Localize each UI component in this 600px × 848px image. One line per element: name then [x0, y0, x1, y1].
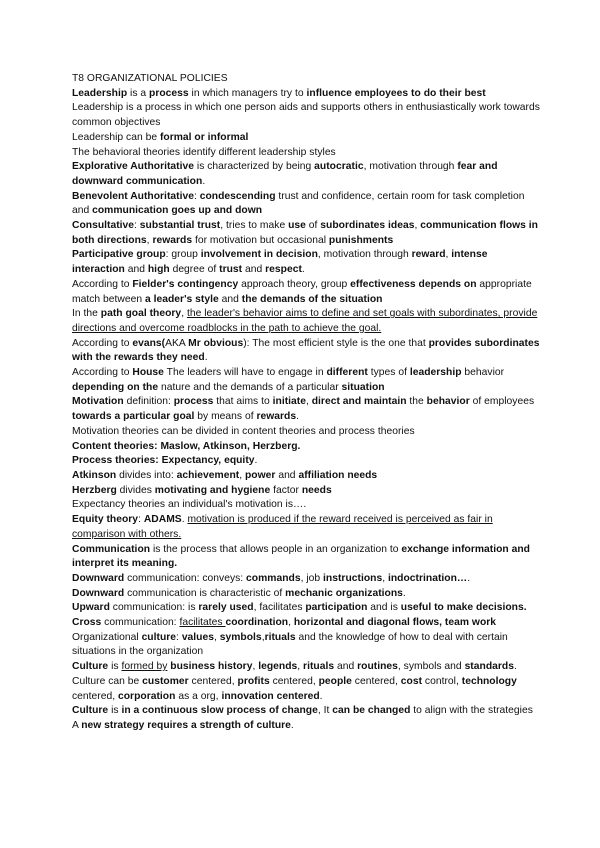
- paragraph: [72, 395, 542, 424]
- text-run: .: [204, 352, 208, 364]
- text-run: as a org,: [175, 690, 222, 702]
- text-run: centered,: [188, 675, 238, 687]
- text-run: , job: [300, 572, 324, 584]
- text-run: Expectancy theories an individual's motivation is….: [72, 499, 307, 511]
- text-run: appropriate match between: [72, 278, 532, 305]
- text-run: communication: is: [109, 602, 199, 614]
- text-run: , facilitates: [253, 602, 306, 614]
- bold-text: Content theories: Maslow, Atkinson, Herzberg.: [72, 440, 301, 452]
- text-run: ,: [252, 661, 259, 673]
- bold-text: rituals: [264, 631, 296, 643]
- text-run: Culture can be: [72, 675, 143, 687]
- paragraph: [72, 498, 542, 513]
- bold-text: coordination: [225, 617, 289, 629]
- paragraph: [72, 219, 542, 248]
- paragraph: [72, 440, 542, 455]
- bold-text: ADAMS: [143, 514, 182, 526]
- text-run: Motivation theories can be divided in content theories and process theories: [72, 425, 415, 437]
- text-run: Leadership is a process in which one person aids and supports others in enthusiastically work towards common objectives: [72, 102, 540, 129]
- text-run: is characterized by being: [194, 161, 315, 173]
- bold-text: standards: [464, 661, 514, 673]
- text-run: trust and confidence, certain room for task completion and: [72, 190, 525, 217]
- bold-text: symbols: [219, 631, 262, 643]
- text-run: ,: [445, 249, 452, 261]
- text-run: and the knowledge of how to deal with certain situations in the organization: [72, 631, 508, 658]
- bold-text: Benevolent Authoritative: [72, 190, 194, 202]
- text-run: :: [176, 631, 182, 643]
- paragraph: [72, 469, 542, 484]
- bold-text: process: [149, 87, 189, 99]
- bold-text: Culture: [72, 661, 109, 673]
- text-run: divides into:: [116, 469, 177, 481]
- paragraph: [72, 660, 542, 675]
- text-run: Leadership can be: [72, 131, 160, 143]
- bold-text: useful to make decisions.: [400, 602, 527, 614]
- text-run: , It: [317, 705, 333, 717]
- bold-text: substantial trust: [139, 220, 221, 232]
- text-run: .: [402, 587, 406, 599]
- text-run: degree of: [169, 264, 220, 276]
- paragraph: [72, 704, 542, 719]
- bold-text: Downward: [72, 587, 125, 599]
- underlined-text: the leader's behavior aims to define and set goals with subordinates, provide directions and overcome roadblocks in the path to achieve the goal.: [72, 308, 538, 334]
- underlined-text: facilitates: [179, 617, 226, 629]
- bold-text: rarely used: [198, 602, 254, 614]
- text-run: , motivation through: [363, 161, 458, 173]
- document-body: [72, 87, 542, 734]
- document-title: T8 ORGANIZATIONAL POLICIES: [72, 73, 228, 84]
- bold-text: mechanic organizations: [285, 587, 403, 599]
- text-run: .: [301, 264, 305, 276]
- paragraph: [72, 101, 542, 130]
- text-run: and is: [367, 602, 401, 614]
- text-run: behavior: [461, 367, 505, 379]
- text-run: According to: [72, 278, 133, 290]
- paragraph: [72, 160, 542, 189]
- bold-text: Motivation: [72, 396, 124, 408]
- bold-text: motivating and hygiene: [154, 484, 271, 496]
- bold-text: behavior: [426, 396, 470, 408]
- document-page: [72, 72, 542, 734]
- text-run: in which managers try to: [188, 87, 307, 99]
- bold-text: autocratic: [314, 161, 364, 173]
- text-run: .: [296, 411, 299, 423]
- underlined-text: formed by: [121, 661, 168, 673]
- paragraph: [72, 719, 542, 734]
- bold-text: routines: [357, 661, 398, 673]
- bold-text: values: [181, 631, 214, 643]
- text-run: ,: [214, 631, 220, 643]
- text-run: .: [319, 690, 323, 702]
- bold-text: towards a particular goal: [72, 411, 195, 423]
- bold-text: corporation: [118, 690, 176, 702]
- paragraph: [72, 337, 542, 366]
- bold-text: instructions: [323, 572, 383, 584]
- bold-text: Explorative Authoritative: [72, 161, 194, 173]
- text-run: is: [108, 705, 122, 717]
- bold-text: Participative group: [72, 249, 166, 261]
- paragraph: [72, 307, 542, 336]
- bold-text: reward: [411, 249, 446, 261]
- text-run: to align with the strategies: [410, 705, 533, 717]
- bold-text: high: [147, 264, 170, 276]
- text-run: and: [218, 293, 242, 305]
- bold-text: can be changed: [332, 705, 411, 717]
- bold-text: Leadership: [72, 87, 128, 99]
- text-run: is a: [127, 87, 150, 99]
- paragraph: [72, 190, 542, 219]
- bold-text: new strategy requires a strength of culture: [81, 719, 291, 731]
- underlined-text: motivation is produced if the reward received is perceived as fair in comparison with others.: [72, 514, 493, 540]
- bold-text: path goal theory: [100, 308, 182, 320]
- text-run: of employees: [469, 396, 535, 408]
- bold-text: rewards: [152, 234, 193, 246]
- text-run: factor: [270, 484, 302, 496]
- bold-text: power: [245, 469, 276, 481]
- text-run: communication is characteristic of: [124, 587, 286, 599]
- bold-text: different: [326, 367, 368, 379]
- text-run: :: [134, 220, 140, 232]
- text-run: .: [202, 175, 206, 187]
- text-run: ,: [181, 308, 187, 320]
- bold-text: Equity theory: [72, 514, 139, 526]
- bold-text: legends: [258, 661, 298, 673]
- paragraph: [72, 631, 542, 660]
- bold-text: leadership: [409, 367, 462, 379]
- text-run: and: [334, 661, 358, 673]
- paragraph: [72, 366, 542, 395]
- bold-text: initiate: [272, 396, 306, 408]
- bold-text: customer: [142, 675, 189, 687]
- bold-text: involvement in decision: [200, 249, 318, 261]
- text-run: Organizational: [72, 631, 142, 643]
- bold-text: fear and downward communication: [72, 161, 498, 187]
- text-run: ,: [261, 631, 265, 643]
- bold-text: subordinates ideas: [320, 220, 415, 232]
- paragraph: [72, 131, 542, 146]
- bold-text: in a continuous slow process of change: [121, 705, 318, 717]
- text-run: : group: [165, 249, 201, 261]
- bold-text: cost: [400, 675, 423, 687]
- bold-text: Communication: [72, 543, 151, 555]
- paragraph: [72, 587, 542, 602]
- text-run: is: [108, 661, 122, 673]
- paragraph: [72, 572, 542, 587]
- text-run: AKA: [165, 337, 189, 349]
- bold-text: formal or informal: [159, 131, 249, 143]
- bold-text: influence employees to do their best: [306, 87, 486, 99]
- text-run: centered,: [269, 675, 319, 687]
- bold-text: process: [173, 396, 214, 408]
- paragraph: [72, 146, 542, 161]
- paragraph: [72, 484, 542, 499]
- text-run: control,: [422, 675, 462, 687]
- text-run: According to: [72, 337, 133, 349]
- bold-text: depending on the: [72, 381, 159, 393]
- text-run: is the process that allows people in an organization to: [150, 543, 402, 555]
- paragraph: [72, 513, 542, 542]
- text-run: divides: [116, 484, 155, 496]
- bold-text: business history: [170, 661, 253, 673]
- bold-text: achievement: [176, 469, 240, 481]
- bold-text: commands: [246, 572, 301, 584]
- bold-text: Herzberg: [72, 484, 117, 496]
- bold-text: intense interaction: [72, 249, 488, 276]
- text-run: , tries to make: [220, 220, 289, 232]
- bold-text: Atkinson: [72, 469, 117, 481]
- text-run: centered,: [72, 690, 118, 702]
- paragraph: [72, 454, 542, 469]
- bold-text: rewards: [256, 411, 297, 423]
- text-run: :: [138, 514, 144, 526]
- paragraph: [72, 248, 542, 277]
- text-run: According to: [72, 367, 133, 379]
- text-run: ,: [305, 396, 312, 408]
- bold-text: trust: [219, 264, 243, 276]
- bold-text: condescending: [199, 190, 276, 202]
- bold-text: effectiveness depends on: [350, 278, 477, 290]
- paragraph: [72, 616, 542, 631]
- text-run: for motivation but occasional: [192, 234, 329, 246]
- bold-text: Mr obvious: [188, 337, 244, 349]
- text-run: communication: conveys:: [124, 572, 247, 584]
- text-run: ,: [414, 220, 421, 232]
- bold-text: innovation centered: [221, 690, 320, 702]
- paragraph: [72, 675, 542, 704]
- bold-text: people: [318, 675, 352, 687]
- bold-text: Process theories: Expectancy, equity: [72, 455, 255, 467]
- text-run: , motivation through: [317, 249, 412, 261]
- text-run: types of: [367, 367, 410, 379]
- text-run: ): The most efficient style is the one that: [243, 337, 429, 349]
- text-run: definition:: [123, 396, 174, 408]
- bold-text: punishments: [328, 234, 394, 246]
- paragraph: [72, 601, 542, 616]
- bold-text: culture: [141, 631, 177, 643]
- bold-text: evans(: [132, 337, 166, 349]
- paragraph: [72, 278, 542, 307]
- bold-text: Fielder's contingency: [132, 278, 239, 290]
- paragraph: [72, 425, 542, 440]
- text-run: and: [242, 264, 266, 276]
- text-run: ,: [239, 469, 245, 481]
- bold-text: communication flows in both directions: [72, 220, 538, 246]
- bold-text: Downward: [72, 572, 125, 584]
- bold-text: Culture: [72, 705, 109, 717]
- text-run: .: [467, 572, 471, 584]
- bold-text: Consultative: [72, 220, 135, 232]
- text-run: A: [72, 719, 82, 731]
- bold-text: House: [132, 367, 164, 379]
- text-run: the: [406, 396, 427, 408]
- bold-text: use: [288, 220, 306, 232]
- text-run: .: [254, 455, 258, 467]
- text-run: .: [181, 514, 188, 526]
- bold-text: participation: [305, 602, 368, 614]
- bold-text: communication goes up and down: [92, 205, 263, 217]
- text-run: that aims to: [213, 396, 273, 408]
- text-run: ,: [382, 572, 388, 584]
- bold-text: a leader's style: [144, 293, 219, 305]
- bold-text: technology: [461, 675, 517, 687]
- text-run: by means of: [194, 411, 257, 423]
- text-run: The leaders will have to engage in: [163, 367, 327, 379]
- text-run: .: [513, 661, 517, 673]
- bold-text: situation: [341, 381, 385, 393]
- text-run: ,: [288, 617, 294, 629]
- text-run: .: [290, 719, 294, 731]
- text-run: ,: [146, 234, 153, 246]
- text-run: and: [124, 264, 148, 276]
- text-run: , symbols and: [397, 661, 465, 673]
- text-run: :: [193, 190, 200, 202]
- bold-text: Cross: [72, 617, 102, 629]
- bold-text: the demands of the situation: [241, 293, 383, 305]
- text-run: centered,: [351, 675, 401, 687]
- paragraph: [72, 87, 542, 102]
- bold-text: rituals: [303, 661, 335, 673]
- text-run: approach theory, group: [238, 278, 351, 290]
- bold-text: needs: [301, 484, 332, 496]
- bold-text: profits: [237, 675, 270, 687]
- bold-text: horizontal and diagonal flows, team work: [293, 617, 497, 629]
- text-run: nature and the demands of a particular: [158, 381, 342, 393]
- text-run: The behavioral theories identify different leadership styles: [72, 146, 336, 158]
- paragraph: [72, 543, 542, 572]
- text-run: communication:: [101, 617, 180, 629]
- text-run: In the: [72, 308, 101, 320]
- text-run: of: [305, 220, 321, 232]
- bold-text: affiliation needs: [298, 469, 378, 481]
- bold-text: respect: [265, 264, 302, 276]
- bold-text: indoctrination…: [387, 572, 468, 584]
- text-run: and: [275, 469, 299, 481]
- bold-text: provides subordinates with the rewards they need: [72, 337, 540, 364]
- bold-text: Upward: [72, 602, 110, 614]
- bold-text: direct and maintain: [311, 396, 407, 408]
- bold-text: exchange information and interpret its meaning.: [72, 543, 530, 570]
- text-run: ,: [297, 661, 304, 673]
